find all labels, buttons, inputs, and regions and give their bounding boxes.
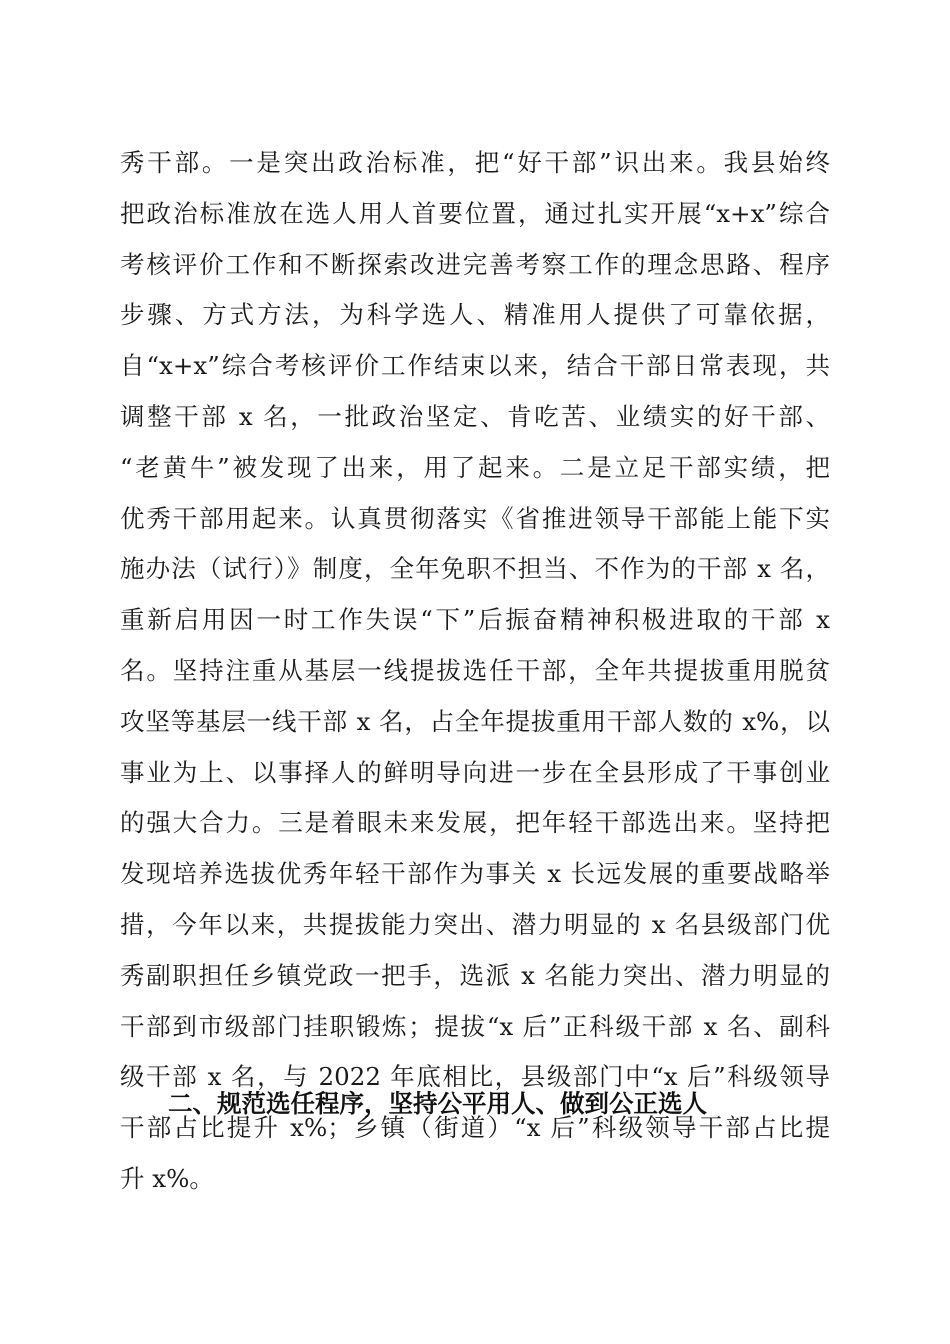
paragraph-line: 自“x+x”综合考核评价工作结束以来，结合干部日常表现，共 (120, 351, 830, 381)
paragraph-line: 步骤、方式方法，为科学选人、精准用人提供了可靠依据， (120, 300, 830, 330)
paragraph-line: 干部占比提升 x%；乡镇（街道）“x 后”科级领导干部占比提 (120, 1113, 830, 1143)
paragraph-line: 重新启用因一时工作失误“下”后振奋精神积极进取的干部 x (120, 605, 830, 635)
paragraph-line: 优秀干部用起来。认真贯彻落实《省推进领导干部能上能下实 (120, 503, 830, 533)
paragraph-line: 秀干部。一是突出政治标准，把“好干部”识出来。我县始终 (120, 148, 830, 177)
paragraph-line: 秀副职担任乡镇党政一把手，选派 x 名能力突出、潜力明显的 (120, 960, 830, 990)
paragraph-line: 干部到市级部门挂职锻炼；提拔“x 后”正科级干部 x 名、副科 (120, 1011, 830, 1041)
paragraph-line: 名。坚持注重从基层一线提拔选任干部，全年共提拔重用脱贫 (120, 655, 830, 685)
paragraph-line: 级干部 x 名，与 2022 年底相比，县级部门中“x 后”科级领导 (120, 1062, 830, 1092)
paragraph-line: 发现培养选拔优秀年轻干部作为事关 x 长远发展的重要战略举 (120, 859, 830, 889)
section-heading: 二、规范选任程序，坚持公平用人、做到公正选人 (168, 1089, 707, 1118)
paragraph-line: 把政治标准放在选人用人首要位置，通过扎实开展“x+x”综合 (120, 198, 830, 228)
paragraph-line: “老黄牛”被发现了出来，用了起来。二是立足干部实绩，把 (120, 452, 830, 482)
paragraph-line: 升 x%。 (120, 1163, 214, 1193)
paragraph-line: 事业为上、以事择人的鲜明导向进一步在全县形成了干事创业 (120, 757, 830, 787)
paragraph-line: 施办法（试行）》制度，全年免职不担当、不作为的干部 x 名， (120, 554, 830, 584)
paragraph-line: 调整干部 x 名，一批政治坚定、肯吃苦、业绩实的好干部、 (120, 401, 830, 431)
paragraph-line: 措，今年以来，共提拔能力突出、潜力明显的 x 名县级部门优 (120, 909, 830, 939)
paragraph-line: 考核评价工作和不断探索改进完善考察工作的理念思路、程序 (120, 249, 830, 279)
body-paragraph (120, 138, 830, 1205)
paragraph-line: 攻坚等基层一线干部 x 名，占全年提拔重用干部人数的 x%，以 (120, 706, 830, 736)
paragraph-line: 的强大合力。三是着眼未来发展，把年轻干部选出来。坚持把 (120, 808, 830, 838)
